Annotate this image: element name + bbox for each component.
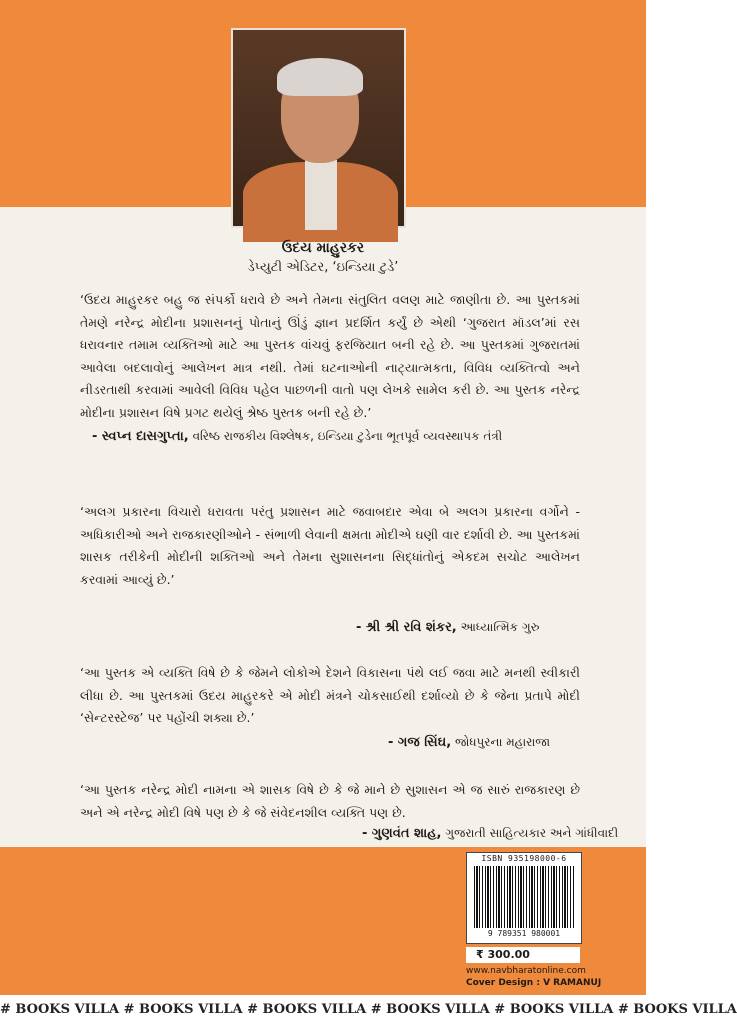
quote-1-role: વરિષ્ઠ રાજકીય વિશ્લેષક, ઇન્ડિયા ટુડેના ભૂતપૂર્વ વ્યવસ્થાપક તંત્રી xyxy=(192,429,503,443)
quote-4-author: - ગુણવંત શાહ, xyxy=(362,826,442,841)
quote-3-author: - ગજ સિંઘ, xyxy=(388,735,452,750)
quote-3: ‘આ પુસ્તક એ વ્યક્તિ વિષે છે કે જેમને લોકોએ દેશને વિકાસના પંથે લઈ જવા માટે મનથી સ્વીકારી લીધા છે. આ પુસ્તકમાં ઉદય માહુરકરે એ મોદી મંત્રને ચોકસાઈથી દર્શાવ્યો છે કે જેના પ્રતાપે મોદી ‘સેન્ટરસ્ટેજ’ પર પહોંચી શક્યા છે.’ xyxy=(80,665,580,726)
quote-2-attribution xyxy=(356,617,539,638)
price-tag: ₹ 300.00 xyxy=(466,947,580,963)
author-title: ડેપ્યુટી એડિટર, ‘ઇન્ડિયા ટુડે’ xyxy=(247,260,399,275)
quote-3-attribution xyxy=(388,732,550,753)
barcode-number: 9 789351 980001 xyxy=(487,929,561,938)
quote-3-role: જોધપુરના મહારાજા xyxy=(454,735,551,749)
barcode-bars xyxy=(474,866,574,928)
quote-1-author: - સ્વપ્ન દાસગુપ્તા, xyxy=(92,429,189,444)
quote-1-attribution xyxy=(92,426,502,447)
quote-2-role: આધ્યાત્મિક ગુરુ xyxy=(460,620,540,634)
quote-4: ‘આ પુસ્તક નરેન્દ્ર મોદી નામના એ શાસક વિષે છે કે જે માને છે સુશાસન એ જ સારું રાજકારણ છે અને એ નરેન્દ્ર મોદી વિષે પણ છે કે જે સંવેદનશીલ વ્યક્તિ પણ છે. xyxy=(80,782,580,820)
author-photo-hair xyxy=(277,58,363,96)
isbn-label: ISBN 935198000-6 xyxy=(481,854,567,863)
footer-watermark: # BOOKS VILLA # BOOKS VILLA # BOOKS VILLA # BOOKS VILLA # BOOKS VILLA # BOOKS VILLA xyxy=(0,995,646,1024)
author-name: ઉદય માહુરકર xyxy=(281,240,365,256)
quote-2: ‘અલગ પ્રકારના વિચારો ધરાવતા પરંતુ પ્રશાસન માટે જવાબદાર એવા બે અલગ પ્રકારના વર્ગોને - અધિકારીઓ અને રાજકારણીઓને - સંભાળી લેવાની ક્ષમતા મોદીએ ઘણી વાર દર્શાવી છે. આ પુસ્તકમાં શાસક તરીકેની મોદીની શક્તિઓ અને તેમના સુશાસનના સિદ્ધાંતોનું એકદમ સચોટ આલેખન કરવામાં આવ્યું છે.’ xyxy=(80,504,580,587)
quote-2-author: - શ્રી શ્રી રવિ શંકર, xyxy=(356,620,457,635)
author-photo-shirt xyxy=(305,160,337,230)
cover-design-credit: Cover Design : V RAMANUJ xyxy=(466,978,602,988)
author-photo xyxy=(231,28,406,228)
isbn-barcode xyxy=(466,852,582,944)
quote-4-role: ગુજરાતી સાહિત્યકાર અને ગાંધીવાદી xyxy=(445,826,619,840)
publisher-website: www.navbharatonline.com xyxy=(466,966,586,976)
quote-1: ‘ઉદય માહુરકર બહુ જ સંપર્કો ધરાવે છે અને તેમના સંતુલિત વલણ માટે જાણીતા છે. આ પુસ્તકમાં તેમણે નરેન્દ્ર મોદીના પ્રશાસનનું પોતાનું ઊંડું જ્ઞાન પ્રદર્શિત કર્યું છે એથી ‘ગુજરાત મૉડલ’માં રસ ધરાવનાર તમામ વ્યક્તિઓ માટે આ પુસ્તક વાંચવું ફરજિયાત બની રહે છે. આ પુસ્તકમાં ગુજરાતમાં આવેલા બદલાવોનું આલેખન માત્ર નથી. તેમાં ઘટનાઓની નાટ્યાત્મકતા, વિવિધ વ્યક્તિત્વો અને નીડરતાથી કરવામાં આવેલી વિવિધ પહેલ પાછળની વાતો પણ લેખકે સામેલ કરી છે. આ પુસ્તક નરેન્દ્ર મોદીના પ્રશાસન વિષે પ્રગટ થયેલું શ્રેષ્ઠ પુસ્તક બની રહે છે.’ xyxy=(80,292,580,420)
quote-4-attribution xyxy=(362,823,618,844)
